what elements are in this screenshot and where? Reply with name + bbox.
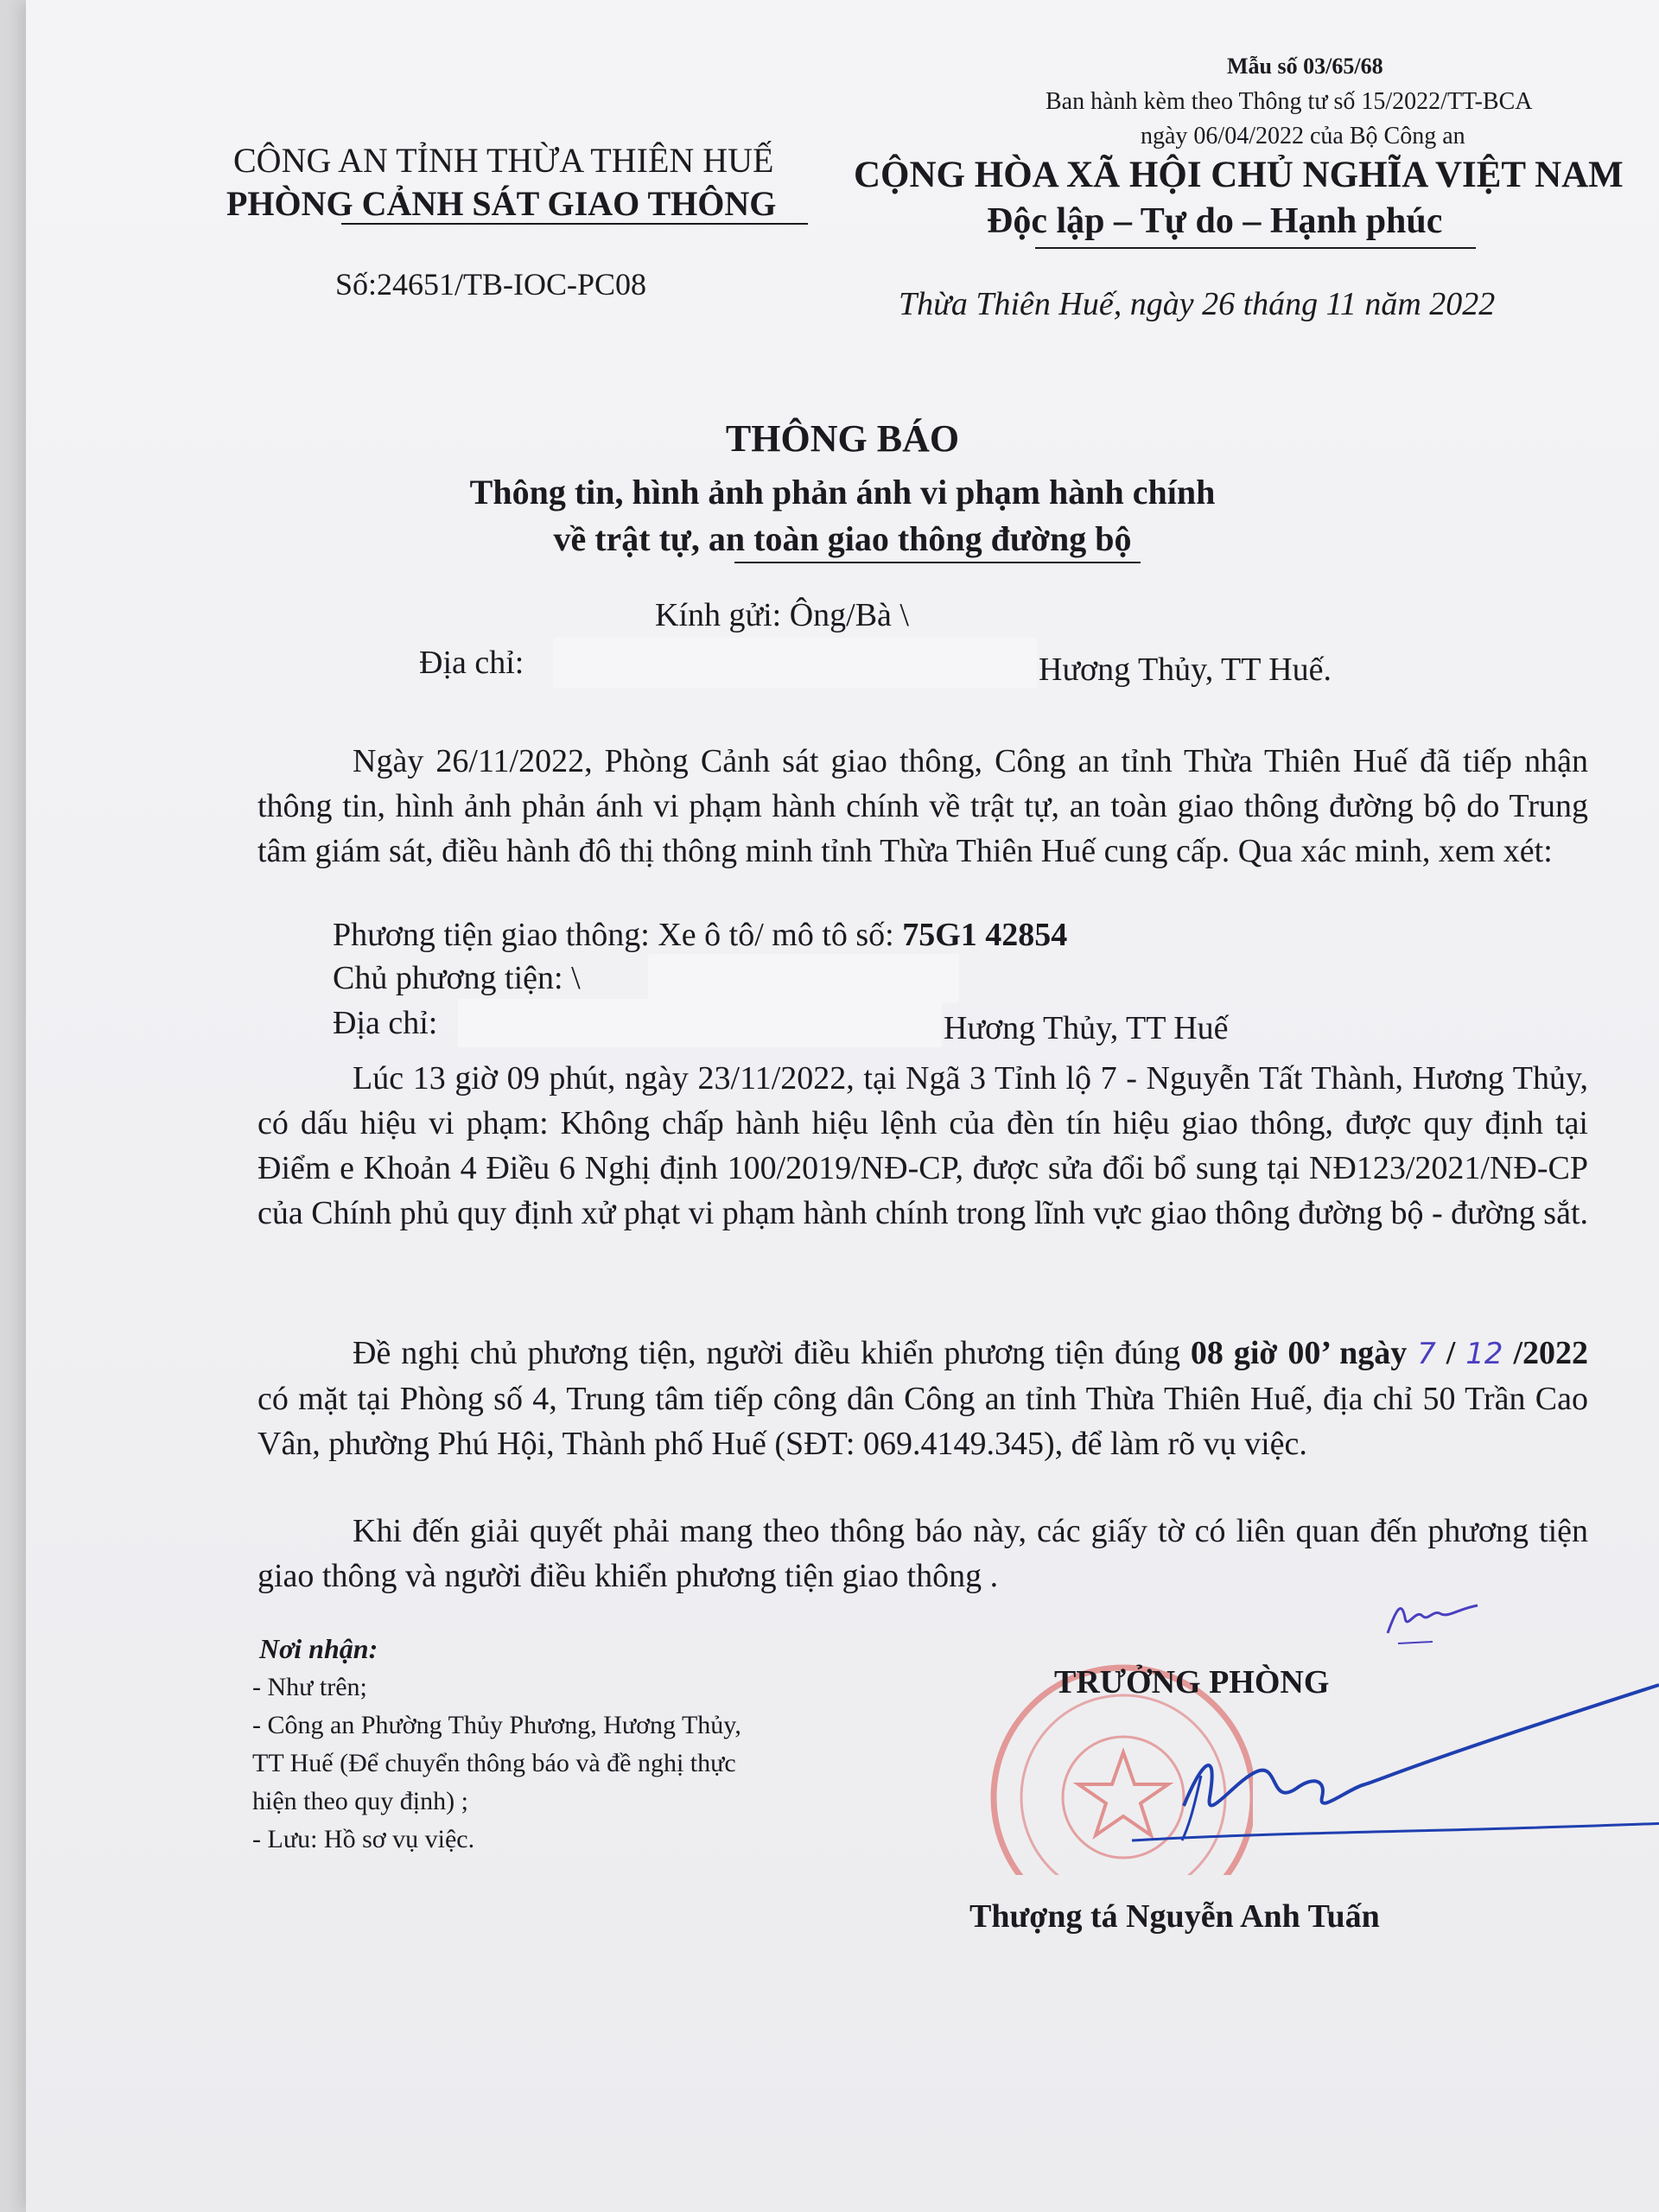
paragraph-bring-documents: Khi đến giải quyết phải mang theo thông báo này, các giấy tờ có liên quan đến phương tiện giao thông và người điều khiển phương tiện giao thông . [257, 1513, 1588, 1594]
signature-role: TRƯỞNG PHÒNG [1054, 1664, 1330, 1700]
form-number: Mẫu số 03/65/68 [1227, 54, 1383, 79]
vehicle-line [333, 916, 1067, 954]
national-motto: Độc lập – Tự do – Hạnh phúc [987, 201, 1443, 241]
recipient-item: hiện theo quy định) ; [252, 1787, 468, 1815]
redacted-address [553, 638, 1037, 688]
document-page [26, 0, 1659, 2212]
department-underline [341, 223, 808, 225]
owner-address-value: Hương Thủy, TT Huế [944, 1010, 1229, 1046]
motto-underline [1035, 247, 1476, 249]
signer-name: Thượng tá Nguyễn Anh Tuấn [969, 1898, 1380, 1935]
paragraph-violation: Lúc 13 giờ 09 phút, ngày 23/11/2022, tại Ngã 3 Tỉnh lộ 7 - Nguyễn Tất Thành, Hương Thủy, có dấu hiệu vi phạm: Không chấp hành hiệu lệnh của đèn tín hiệu giao thông, được quy định tại Điểm e Khoản 4 Điều 6 Nghị định 100/2019/NĐ-CP, được sửa đổi bổ sung tại NĐ123/2021/NĐ-CP của Chính phủ quy định xử phạt vi phạm hành chính trong lĩnh vực giao thông đường bộ - đường sắt. [257, 1060, 1589, 1231]
document-subtitle-2: về trật tự, an toàn giao thông đường bộ [553, 519, 1132, 558]
recipient-item: - Công an Phường Thủy Phương, Hương Thủy, [252, 1711, 741, 1739]
recipient-address-label: Địa chỉ: [419, 645, 524, 681]
document-number: Số:24651/TB-IOC-PC08 [335, 267, 647, 302]
recipient-greeting: Kính gửi: Ông/Bà \ [655, 597, 909, 633]
recipient-item: - Lưu: Hồ sơ vụ việc. [252, 1825, 475, 1853]
initial-mark-icon [1381, 1583, 1484, 1652]
redacted-owner-address [458, 999, 942, 1047]
republic-header: CỘNG HÒA XÃ HỘI CHỦ NGHĨA VIỆT NAM [854, 155, 1624, 195]
form-issued-with: Ban hành kèm theo Thông tư số 15/2022/TT-BCA [1046, 88, 1533, 115]
owner-address-label: Địa chỉ: [333, 1005, 438, 1041]
handwritten-month: 12 [1465, 1337, 1503, 1371]
handwritten-signature-icon [1106, 1676, 1659, 1892]
recipients-heading: Nơi nhận: [259, 1633, 378, 1664]
subtitle-underline [734, 562, 1141, 563]
vehicle-plate: 75G1 42854 [902, 917, 1068, 953]
department-name: PHÒNG CẢNH SÁT GIAO THÔNG [226, 184, 777, 223]
vehicle-label: Phương tiện giao thông: Xe ô tô/ mô tô số: [333, 917, 903, 953]
agency-name: CÔNG AN TỈNH THỪA THIÊN HUẾ [233, 141, 774, 180]
handwritten-day: 7 [1417, 1337, 1436, 1371]
paragraph-summons [257, 1331, 1588, 1466]
summons-lead: Đề nghị chủ phương tiện, người điều khiển phương tiện đúng [353, 1335, 1191, 1371]
redacted-owner [648, 954, 959, 1002]
recipient-item: TT Huế (Để chuyển thông báo và đề nghị thực [252, 1749, 736, 1777]
summons-time: 08 giờ 00’ ngày [1190, 1335, 1408, 1371]
recipient-item: - Như trên; [252, 1673, 367, 1701]
document-title: THÔNG BÁO [725, 417, 960, 460]
place-date: Thừa Thiên Huế, ngày 26 tháng 11 năm 2022 [899, 286, 1496, 322]
form-issued-date: ngày 06/04/2022 của Bộ Công an [1141, 123, 1465, 149]
recipient-address-value: Hương Thủy, TT Huế. [1039, 652, 1332, 688]
paragraph-received: Ngày 26/11/2022, Phòng Cảnh sát giao thông, Công an tỉnh Thừa Thiên Huế đã tiếp nhận thông tin, hình ảnh phản ánh vi phạm hành chính về trật tự, an toàn giao thông đường bộ do Trung tâm giám sát, điều hành đô thị thông minh tỉnh Thừa Thiên Huế cung cấp. Qua xác minh, xem xét: [257, 743, 1588, 869]
date-separator: / [1435, 1335, 1466, 1371]
document-subtitle-1: Thông tin, hình ảnh phản ánh vi phạm hành chính [469, 473, 1216, 512]
summons-year: /2022 [1503, 1335, 1589, 1371]
owner-line: Chủ phương tiện: \ [333, 960, 581, 996]
summons-location: có mặt tại Phòng số 4, Trung tâm tiếp công dân Công an tỉnh Thừa Thiên Huế, địa chỉ 50 Trần Cao Vân, phường Phú Hội, Thành phố Huế (SĐT: 069.4149.345), để làm rõ vụ việc. [257, 1381, 1588, 1462]
